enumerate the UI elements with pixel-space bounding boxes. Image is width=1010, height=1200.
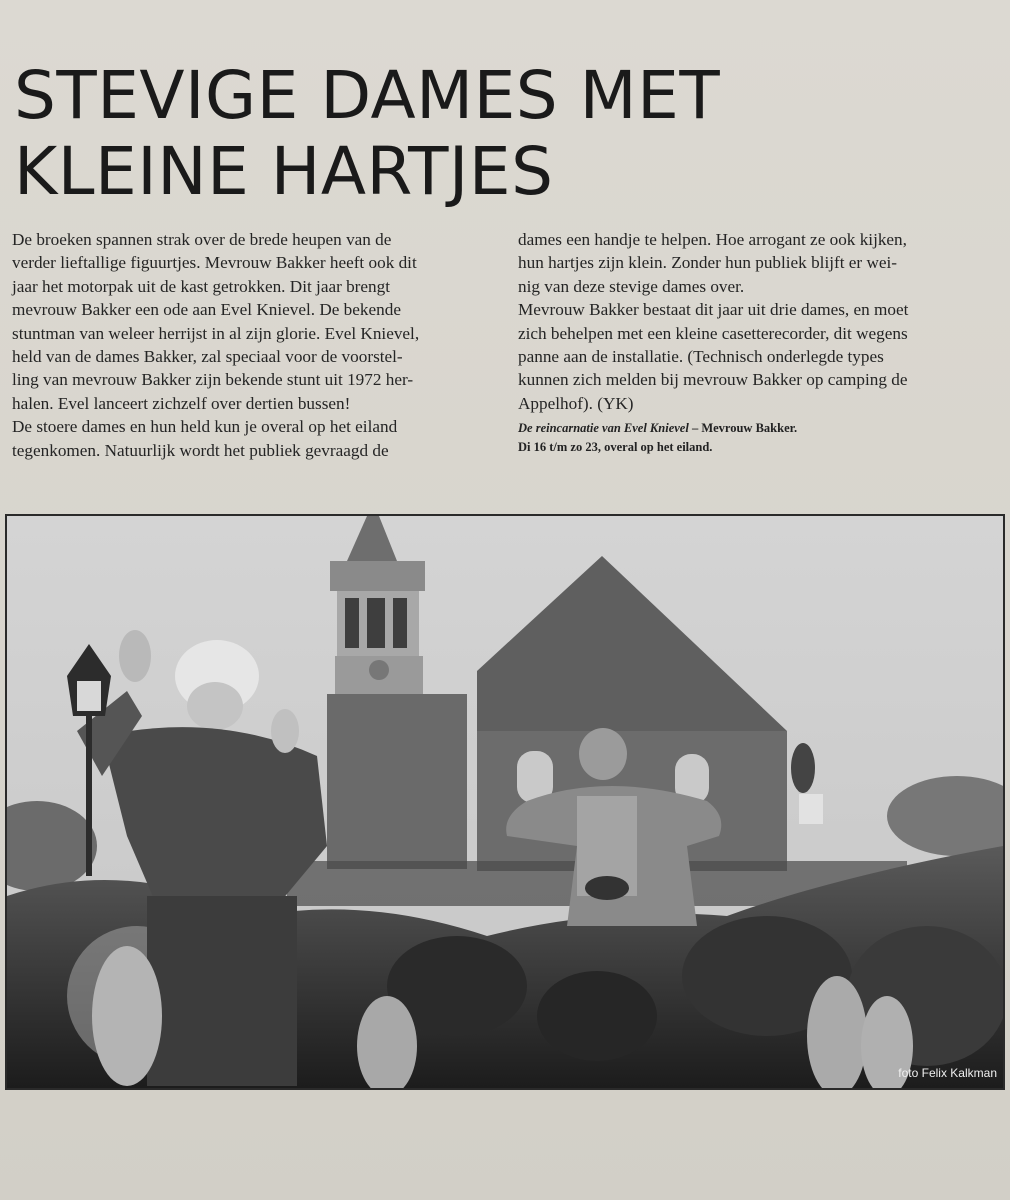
caption-title: De reincarnatie van Evel Knievel [518, 421, 689, 436]
headline [14, 58, 994, 210]
text-line: Appelhof). (YK) [518, 393, 634, 413]
text-line: De stoere dames en hun held kun je overal op het eiland [12, 417, 398, 437]
photo [5, 514, 1005, 1090]
text-line: halen. Evel lanceert zichzelf over dertien bussen! [12, 393, 351, 413]
text-line: stuntman van weleer herrijst in al zijn glorie. Evel Knievel, [12, 323, 420, 343]
text-line: mevrouw Bakker een ode aan Evel Knievel. De bekende [12, 300, 401, 320]
headline-line-1: STEVIGE DAMES MET [14, 57, 721, 134]
caption-when: Di 16 t/m zo 23, overal op het eiland. [518, 440, 713, 455]
caption-separator: – [688, 421, 702, 436]
text-line: kunnen zich melden bij mevrouw Bakker op camping de [518, 370, 908, 390]
text-line: Mevrouw Bakker bestaat dit jaar uit drie dames, en moet [518, 300, 909, 320]
text-line: ling van mevrouw Bakker zijn bekende stunt uit 1972 her- [12, 370, 414, 390]
caption-company: Mevrouw Bakker. [701, 421, 798, 436]
text-line: jaar het motorpak uit de kast getrokken. Dit jaar brengt [12, 276, 390, 296]
text-line: panne aan de installatie. (Technisch onderlegde types [518, 347, 884, 367]
text-line: De broeken spannen strak over de brede heupen van de [12, 230, 392, 249]
text-line: held van de dames Bakker, zal speciaal voor de voorstel- [12, 347, 403, 367]
sign-icon [791, 743, 815, 793]
text-line: tegenkomen. Natuurlijk wordt het publiek gevraagd de [12, 440, 389, 460]
caption-title-line [518, 419, 1006, 438]
photo-credit: foto Felix Kalkman [898, 1066, 997, 1080]
article-column-right [518, 228, 1006, 457]
photo-illustration [7, 516, 1003, 1088]
photo-caption [518, 419, 1006, 457]
text-line: verder lieftallige figuurtjes. Mevrouw Bakker heeft ook dit [12, 253, 417, 273]
headline-line-2: KLEINE HARTJES [14, 133, 554, 210]
article-column-left [12, 228, 499, 462]
text-line: nig van deze stevige dames over. [518, 276, 745, 296]
text-line: zich behelpen met een kleine casetterecorder, dit wegens [518, 323, 908, 343]
text-line: hun hartjes zijn klein. Zonder hun publiek blijft er wei- [518, 253, 897, 273]
text-line: dames een handje te helpen. Hoe arrogant ze ook kijken, [518, 230, 907, 249]
